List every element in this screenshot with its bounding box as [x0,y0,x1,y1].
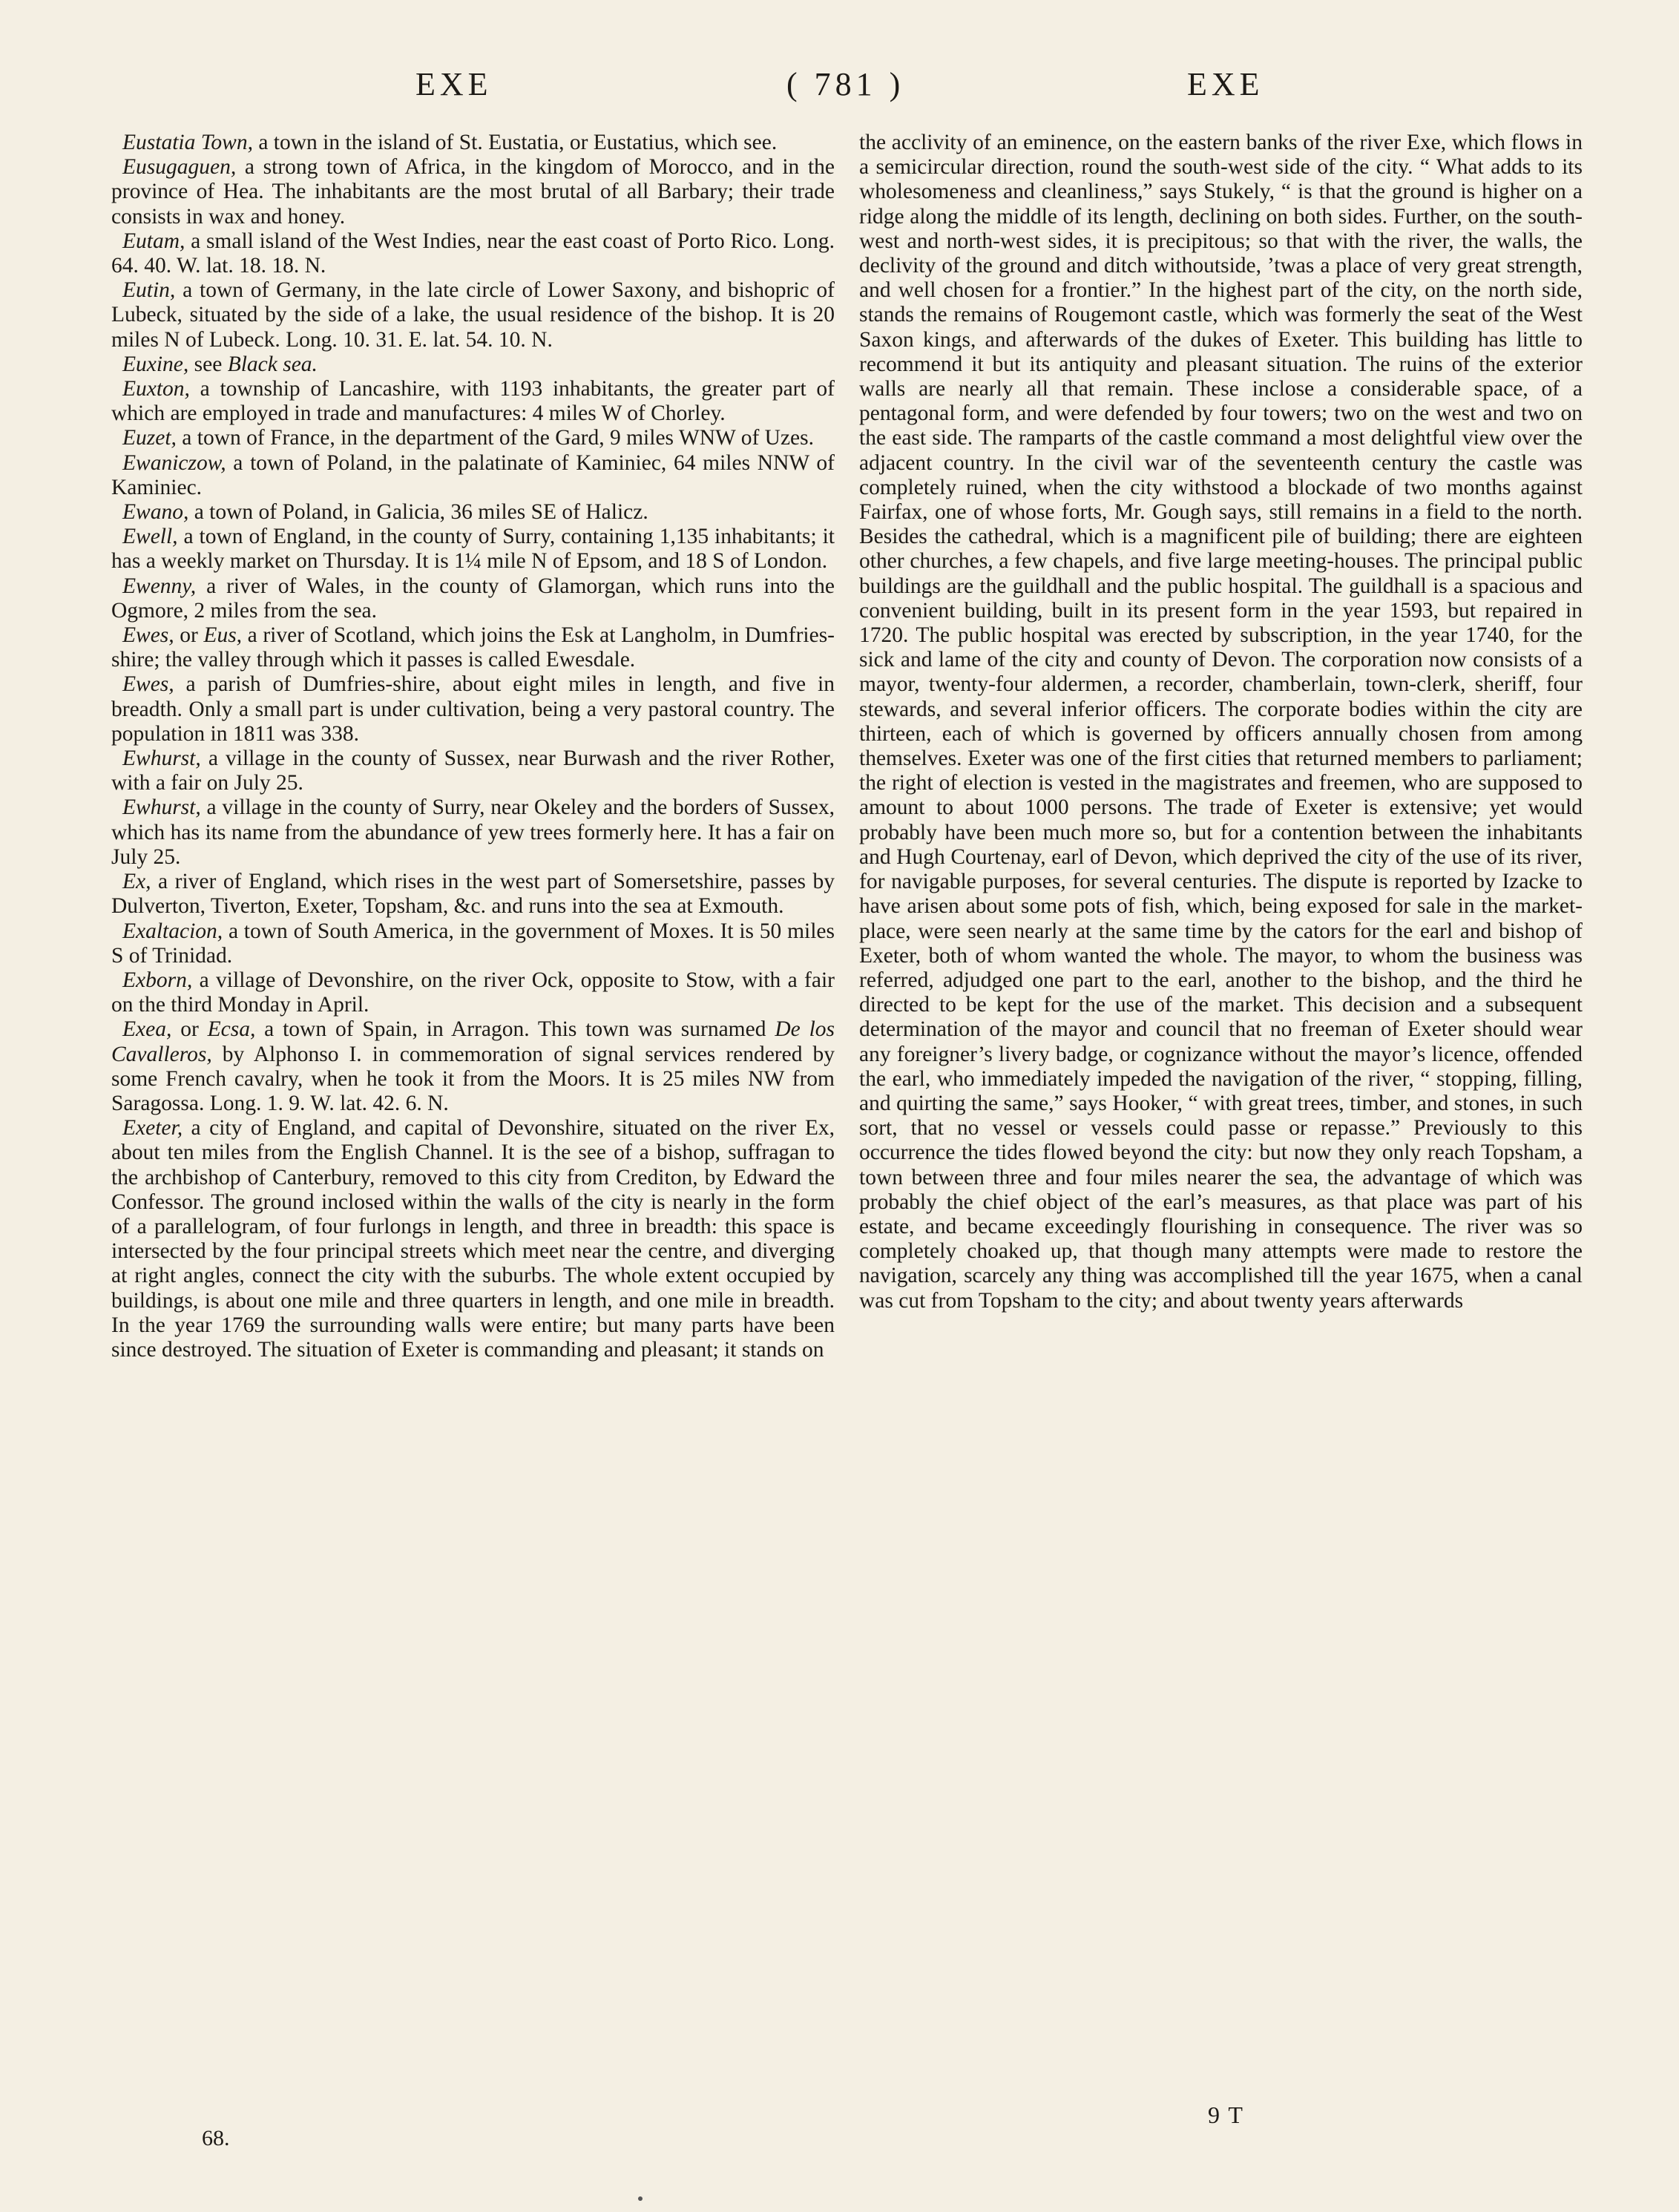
left-column [111,131,835,1362]
entry-exeter-continued: the acclivity of an eminence, on the eastern banks of the river Exe, which flows in a semicircular direction, round the south-west side of the city. “ What adds to its wholesomeness and cleanliness,” says Stukely, “ is that the ground is higher on a ridge along the middle of its length, declining on both sides. Further, on the south-west and north-west sides, it is precipitous; so that with the river, the walls, the declivity of the ground and ditch withoutside, ’twas a place of very great strength, and well chosen for a frontier.” In the highest part of the city, on the north side, stands the remains of Rougemont castle, which was formerly the seat of the West Saxon kings, and afterwards of the dukes of Exeter. This building has little to recommend it but its antiquity and pleasant situation. The ruins of the exterior walls are nearly all that remain. These inclose a considerable space, of a pentagonal form, and were defended by four towers; two on the west and two on the east side. The ramparts of the castle command a most delightful view over the adjacent country. In the civil war of the seventeenth century the castle was completely ruined, when the city withstood a blockade of two months against Fairfax, one of whose forts, Mr. Gough says, still remains in a field to the north. Besides the cathedral, which is a magnificent pile of building; there are eighteen other churches, a few chapels, and five large meeting-houses. The principal public buildings are the guildhall and the public hospital. The guildhall is a spacious and convenient building, built in its present form in the year 1593, but repaired in 1720. The public hospital was erected by subscription, in the year 1740, for the sick and lame of the city and county of Devon. The corporation now consists of a mayor, twenty-four aldermen, a recorder, chamberlain, town-clerk, sheriff, four stewards, and several inferior officers. The corporate bodies within the city are thirteen, each of which is governed by officers annually chosen from among themselves. Exeter was one of the first cities that returned members to parliament; the right of election is vested in the magistrates and freemen, who are supposed to amount to about 1000 persons. The trade of Exeter is extensive; yet would probably have been much more so, but for a contention between the inhabitants and Hugh Courtenay, earl of Devon, which deprived the city of the use of its river, for navigable purposes, for several centuries. The dispute is reported by Izacke to have arisen about some pots of fish, which, being exposed for sale in the market-place, were seen nearly at the same time by the cators for the earl and bishop of Exeter, both of whom wanted the whole. The mayor, to whom the business was referred, adjudged one part to the earl, another to the bishop, and the third he directed to be kept for the use of the market. This decision and a subsequent determination of the mayor and council that no freeman of Exeter should wear any foreigner’s livery badge, or cognizance without the mayor’s licence, offended the earl, who immediately impeded the navigation of the river, “ stopping, filling, and quirting the same,” says Hooker, “ with great trees, timber, and stones, in such sort, that no vessel or vessels could passe or repasse.” Previously to this occurrence the tides flowed beyond the city: but now they only reach Topsham, a town between three and four miles nearer the sea, the advantage of which was probably the chief object of the earl’s measures, as that place was part of his estate, and became exceedingly flourishing in consequence. The river was so completely choaked up, that though many attempts were made to restore the navigation, scarcely any thing was accomplished till the year 1675, when a canal was cut from Topsham to the city; and about twenty years afterwards [859,131,1583,1313]
entry-exea: Exea, or Ecsa, a town of Spain, in Arragon. This town was surnamed De los Cavalleros, by Alphonso I. in commemoration of signal services rendered by some French cavalry, when he took it from the Moors. It is 25 miles NW from Saragossa. Long. 1. 9. W. lat. 42. 6. N. [111,1017,835,1115]
entry-eutam: Eutam, a small island of the West Indies, near the east coast of Porto Rico. Long. 64. 40. W. lat. 18. 18. N. [111,229,835,278]
entry-euzet: Euzet, a town of France, in the department of the Gard, 9 miles WNW of Uzes. [122,426,814,450]
entry-exeter: Exeter, a city of England, and capital of Devonshire, situated on the river Ex, about ten miles from the English Channel. It is the see of a bishop, suffragan to the archbishop of Canterbury, removed to this city from Crediton, by Edward the Confessor. The ground inclosed within the walls of the city is nearly in the form of a parallelogram, of four furlongs in length, and three in breadth: this space is intersected by the four principal streets which meet near the centre, and diverging at right angles, connect the city with the suburbs. The whole extent occupied by buildings, is about one mile and three quarters in length, and one mile in breadth. In the year 1769 the surrounding walls were entire; but many parts have been since destroyed. The situation of Exeter is commanding and pleasant; it stands on [111,1116,835,1362]
right-column [859,131,1583,1313]
entry-ewaniczow: Ewaniczow, a town of Poland, in the palatinate of Kaminiec, 64 miles NNW of Kaminiec. [111,450,835,499]
entry-ewes-river: Ewes, or Eus, a river of Scotland, which joins the Esk at Langholm, in Dumfries-shire; the valley through which it passes is called Ewesdale. [111,623,835,672]
entry-exaltacion: Exaltacion, a town of South America, in the government of Moxes. It is 50 miles S of Trinidad. [111,919,835,968]
header-right: EXE [1187,66,1264,102]
entry-ewhurst-sussex: Ewhurst, a village in the county of Sussex, near Burwash and the river Rother, with a fair on July 25. [111,746,835,795]
entry-ewano: Ewano, a town of Poland, in Galicia, 36 miles SE of Halicz. [122,500,648,525]
folio-number: 68. [202,2126,230,2150]
signature-mark: 9 T [1208,2101,1244,2128]
entry-euxine: Euxine, see Black sea. [122,352,318,376]
entry-eustatia-town: Eustatia Town, a town in the island of St. Eustatia, or Eustatius, which see. [122,131,778,154]
entry-ewell: Ewell, a town of England, in the county of Surry, containing 1,135 inhabitants; it has a weekly market on Thursday. It is 1¼ mile N of Epsom, and 18 S of London. [111,525,835,574]
entry-euxton: Euxton, a township of Lancashire, with 1193 inhabitants, the greater part of which are employed in trade and manufactures: 4 miles W of Chorley. [111,377,835,426]
entry-ex: Ex, a river of England, which rises in the west part of Somersetshire, passes by Dulverton, Tiverton, Exeter, Topsham, &c. and runs into the sea at Exmouth. [111,870,835,919]
header-left: EXE [415,66,493,102]
entry-ewhurst-surry: Ewhurst, a village in the county of Surry, near Okeley and the borders of Sussex, which has its name from the abundance of yew trees formerly here. It has a fair on July 25. [111,795,835,869]
entry-eusugaguen: Eusugaguen, a strong town of Africa, in the kingdom of Morocco, and in the province of Hea. The inhabitants are the most brutal of all Barbary; their trade consists in wax and honey. [111,155,835,229]
entry-exborn: Exborn, a village of Devonshire, on the river Ock, opposite to Stow, with a fair on the third Monday in April. [111,968,835,1017]
ink-speck [638,2196,643,2201]
entry-ewes-parish: Ewes, a parish of Dumfries-shire, about eight miles in length, and five in breadth. Only a small part is under cultivation, being a very pastoral country. The population in 1811 was 338. [111,672,835,746]
entry-ewenny: Ewenny, a river of Wales, in the county of Glamorgan, which runs into the Ogmore, 2 miles from the sea. [111,574,835,623]
running-header [0,65,1679,117]
entry-eutin: Eutin, a town of Germany, in the late circle of Lower Saxony, and bishopric of Lubeck, situated by the side of a lake, the usual residence of the bishop. It is 20 miles N of Lubeck. Long. 10. 31. E. lat. 54. 10. N. [111,278,835,352]
page-number: ( 781 ) [786,66,905,102]
